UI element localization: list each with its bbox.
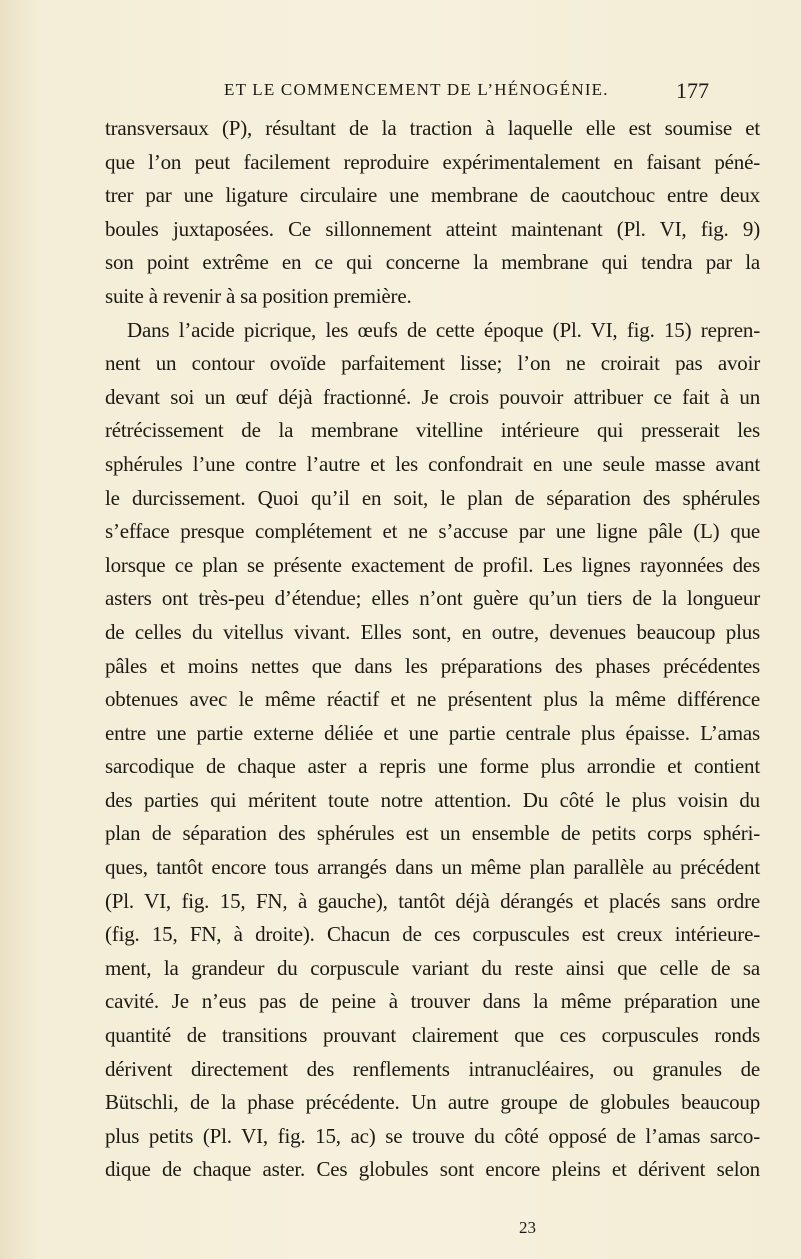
text-line: obtenues avec le même réactif et ne présentent plus la même différence (105, 687, 760, 712)
text-line: Dans l’acide picrique, les œufs de cette époque (Pl. VI, fig. 15) repren- (127, 317, 760, 342)
text-line: (Pl. VI, fig. 15, FN, à gauche), tantôt déjà dérangés et placés sans ordre (105, 888, 760, 913)
text-line: pâles et moins nettes que dans les préparations des phases précédentes (105, 653, 760, 678)
text-line: suite à revenir à sa position première. (105, 283, 412, 308)
text-line: que l’on peut facilement reproduire expérimentalement en faisant péné- (105, 149, 760, 174)
page-number: 177 (676, 78, 709, 103)
text-line: devant soi un œuf déjà fractionné. Je crois pouvoir attribuer ce fait à un (105, 384, 760, 409)
text-line: sphérules l’une contre l’autre et les confondrait en une seule masse avant (105, 451, 760, 476)
text-line: quantité de transitions prouvant clairement que ces corpuscules ronds (105, 1023, 760, 1048)
text-line: Bütschli, de la phase précédente. Un autre groupe de globules beaucoup (105, 1090, 760, 1115)
text-line: s’efface presque complétement et ne s’accuse par une ligne pâle (L) que (105, 519, 760, 544)
running-head: ET LE COMMENCEMENT DE L’HÉNOGÉNIE. (224, 80, 609, 99)
text-line: cavité. Je n’eus pas de peine à trouver dans la même préparation une (105, 989, 760, 1014)
text-line: ment, la grandeur du corpuscule variant du reste ainsi que celle de sa (105, 955, 760, 980)
text-line: de celles du vitellus vivant. Elles sont, en outre, devenues beaucoup plus (105, 619, 760, 644)
text-line: son point extrême en ce qui concerne la membrane qui tendra par la (105, 250, 760, 275)
text-line: plan de séparation des sphérules est un ensemble de petits corps sphéri- (105, 821, 760, 846)
signature-mark: 23 (519, 1218, 536, 1237)
page-header (0, 78, 801, 108)
body-text (105, 112, 760, 1187)
text-line: lorsque ce plan se présente exactement de profil. Les lignes rayonnées des (105, 552, 760, 577)
text-line: sarcodique de chaque aster a repris une forme plus arrondie et contient (105, 754, 760, 779)
text-line: boules juxtaposées. Ce sillonnement atteint maintenant (Pl. VI, fig. 9) (105, 216, 760, 241)
text-line: plus petits (Pl. VI, fig. 15, ac) se trouve du côté opposé de l’amas sarco- (105, 1123, 760, 1148)
text-line: transversaux (P), résultant de la traction à laquelle elle est soumise et (105, 116, 760, 140)
text-line: asters ont très-peu d’étendue; elles n’ont guère qu’un tiers de la longueur (105, 586, 760, 611)
text-line: entre une partie externe déliée et une partie centrale plus épaisse. L’amas (105, 720, 760, 745)
text-line: (fig. 15, FN, à droite). Chacun de ces corpuscules est creux intérieure- (105, 922, 760, 947)
text-line: trer par une ligature circulaire une membrane de caoutchouc entre deux (105, 183, 760, 208)
text-line: dique de chaque aster. Ces globules sont encore pleins et dérivent selon (105, 1157, 760, 1182)
text-line: le durcissement. Quoi qu’il en soit, le plan de séparation des sphérules (105, 485, 760, 510)
text-line: des parties qui méritent toute notre attention. Du côté le plus voisin du (105, 787, 760, 812)
text-line: rétrécissement de la membrane vitelline intérieure qui presserait les (105, 418, 760, 443)
text-line: nent un contour ovoïde parfaitement lisse; l’on ne croirait pas avoir (105, 351, 760, 376)
text-line: ques, tantôt encore tous arrangés dans un même plan parallèle au précédent (105, 855, 760, 880)
text-line: dérivent directement des renflements intranucléaires, ou granules de (105, 1056, 760, 1081)
